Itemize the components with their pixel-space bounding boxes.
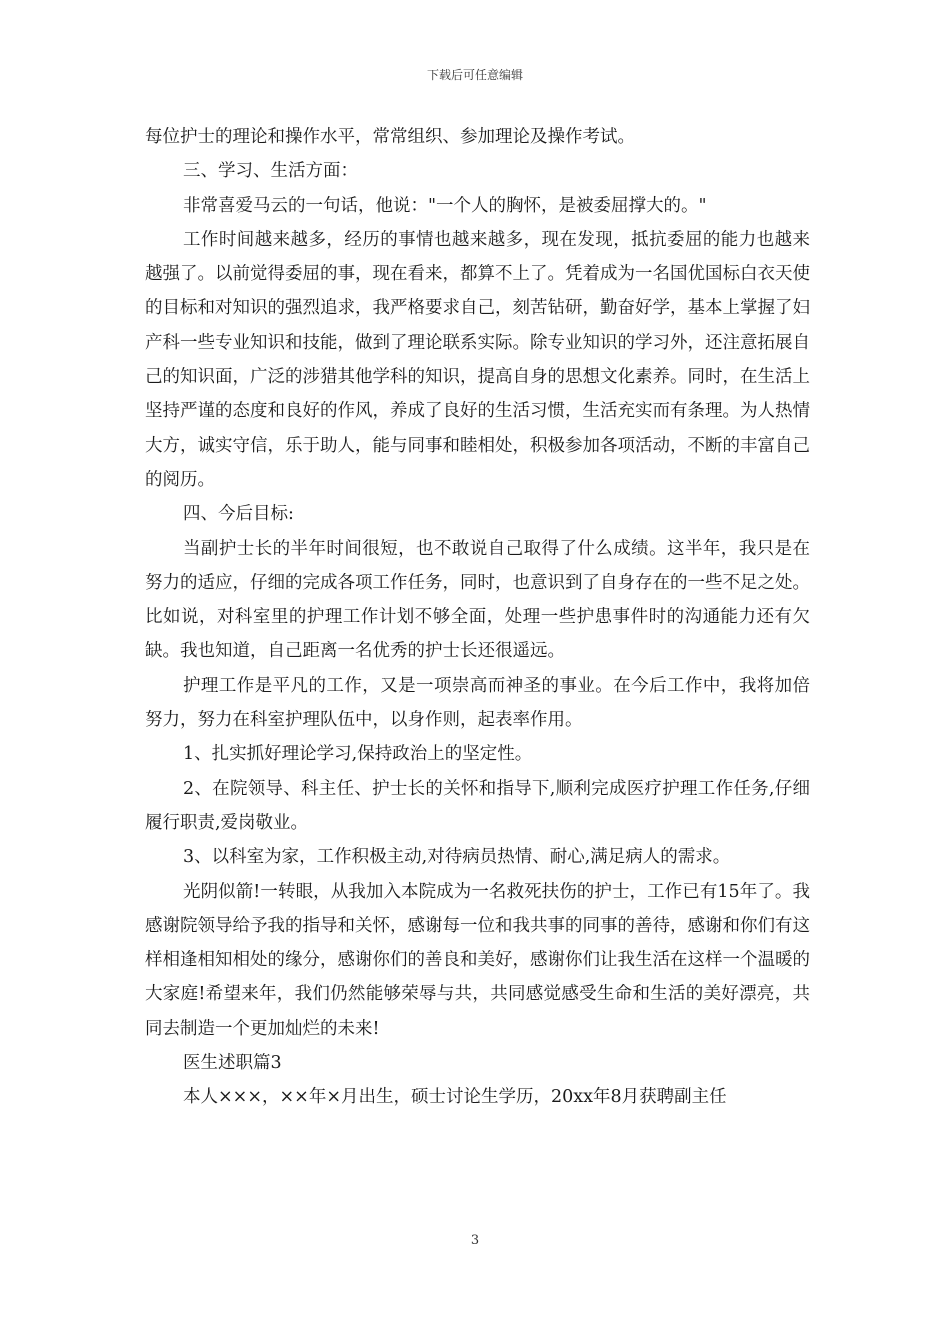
list-item: 1、扎实抓好理论学习,保持政治上的坚定性。 <box>183 744 533 765</box>
paragraph: 非常喜爱马云的一句话，他说："一个人的胸怀，是被委屈撑大的。" <box>183 195 707 216</box>
page-header-note: 下载后可任意编辑 <box>426 68 523 82</box>
list-item: 3、以科室为家，工作积极主动,对待病员热情、耐心,满足病人的需求。 <box>183 847 731 868</box>
paragraph: 光阴似箭!一转眼，从我加入本院成为一名救死扶伤的护士，工作已有15年了。我感谢院领导给予我的指导和关怀，感谢每一位和我共事的同事的善待，感谢和你们有这样相逢相知相处的缘分，感谢你们的善良和美好，感谢你们让我生活在这样一个温暖的大家庭!希望来年，我们仍然能够荣辱与共，共同感觉感受生命和生活的美好漂亮，共同去制造一个更加灿烂的未来! <box>145 881 810 1039</box>
section-heading: 三、学习、生活方面： <box>183 161 358 182</box>
page-number: 3 <box>470 1233 480 1248</box>
paragraph: 护理工作是平凡的工作，又是一项崇高而神圣的事业。在今后工作中，我将加倍努力，努力在科室护理队伍中，以身作则，起表率作用。 <box>145 675 810 731</box>
section-title: 医生述职篇3 <box>183 1053 282 1074</box>
paragraph: 当副护士长的半年时间很短，也不敢说自己取得了什么成绩。这半年，我只是在努力的适应，仔细的完成各项工作任务，同时，也意识到了自身存在的一些不足之处。比如说，对科室里的护理工作计划不够全面，处理一些护患事件时的沟通能力还有欠缺。我也知道，自己距离一名优秀的护士长还很遥远。 <box>145 538 810 662</box>
paragraph: 工作时间越来越多，经历的事情也越来越多，现在发现，抵抗委屈的能力也越来越强了。以前觉得委屈的事，现在看来，都算不上了。凭着成为一名国优国标白衣天使的目标和对知识的强烈追求，我严格要求自己，刻苦钻研，勤奋好学，基本上掌握了妇产科一些专业知识和技能，做到了理论联系实际。除专业知识的学习外，还注意拓展自己的知识面，广泛的涉猎其他学科的知识，提高自身的思想文化素养。同时，在生活上坚持严谨的态度和良好的作风，养成了良好的生活习惯，生活充实而有条理。为人热情大方，诚实守信，乐于助人，能与同事和睦相处，积极参加各项活动，不断的丰富自己的阅历。 <box>145 229 810 490</box>
paragraph: 每位护士的理论和操作水平，常常组织、参加理论及操作考试。 <box>145 127 635 147</box>
list-item: 2、在院领导、科主任、护士长的关怀和指导下,顺利完成医疗护理工作任务,仔细履行职责,爱岗敬业。 <box>145 778 810 833</box>
paragraph: 本人×××，××年×月出生，硕士讨论生学历，20xx年8月获聘副主任 <box>183 1087 727 1108</box>
document-body <box>145 120 810 1115</box>
section-heading: 四、今后目标: <box>183 504 294 525</box>
